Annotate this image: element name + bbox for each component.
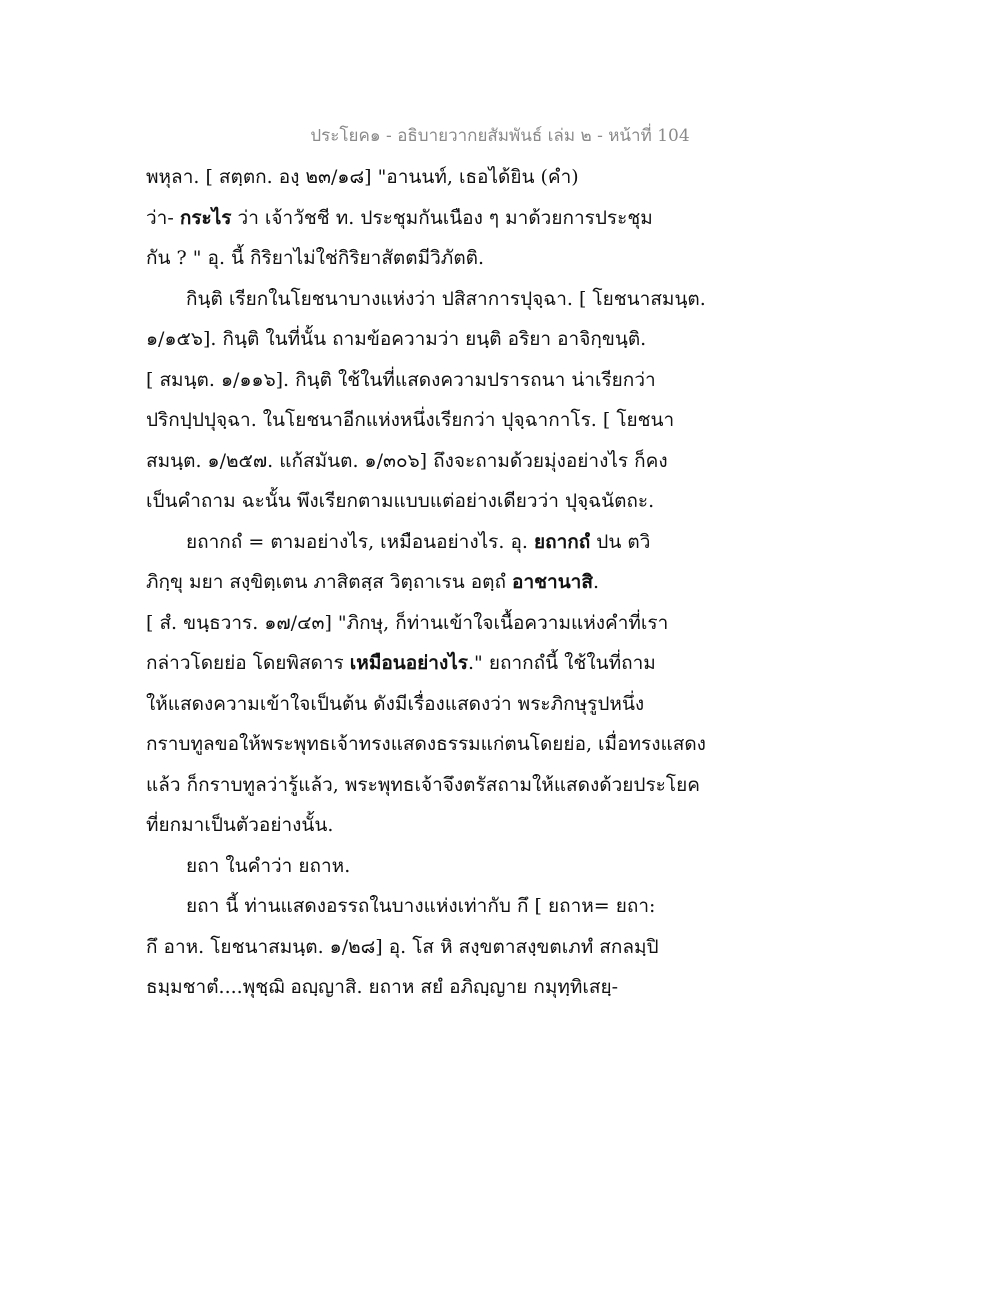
text-line <box>146 239 484 277</box>
text-segment: เป็นคำถาม ฉะนั้น พึงเรียกตามแบบแต่อย่างเดียวว่า ปุจฺฉนัตถะ. <box>146 490 655 512</box>
text-line <box>146 644 656 682</box>
text-segment: แล้ว ก็กราบทูลว่ารู้แล้ว, พระพุทธเจ้าจึงตรัสถามให้แสดงด้วยประโยค <box>146 773 700 796</box>
text-segment: ยถา ในคำว่า ยถาห. <box>186 854 351 877</box>
text-segment: สมนฺต. ๑/๒๕๗. แก้สมันต. ๑/๓๐๖] ถึงจะถามด้วยมุ่งอย่างไร ก็คง <box>146 449 668 472</box>
text-segment: ธมฺมชาตํ....พุชฺฌิ อญฺญาสิ. ยถาห สยํ อภิญฺญาย กมุทฺทิเสยฺ- <box>146 976 619 998</box>
bold-term: กระไร <box>179 206 232 229</box>
text-segment: ." ยถากถํนี้ ใช้ในที่ถาม <box>468 652 656 674</box>
text-segment: กล่าวโดยย่อ โดยพิสดาร <box>146 652 350 674</box>
text-segment: กัน ? " อุ. นี้ กิริยาไม่ใช่กิริยาสัตตมีวิภัตติ. <box>146 247 485 269</box>
text-line <box>146 928 659 966</box>
page-header: ประโยค๑ - อธิบายวากยสัมพันธ์ เล่ม ๒ - หน้าที่ 104 <box>310 126 690 146</box>
text-line <box>146 482 654 520</box>
text-segment: กึ อาห. โยชนาสมนฺต. ๑/๒๘] อุ. โส หิ สงฺขตาสงฺขตเภทํ สกลมฺปิ <box>146 935 659 958</box>
text-line <box>146 442 668 480</box>
text-segment: พหุลา. [ สตฺตก. องฺ ๒๓/๑๘] "อานนท์, เธอได้ยิน (คำ) <box>146 166 579 188</box>
text-segment: กินฺติ เรียกในโยชนาบางแห่งว่า ปสิสาการปุจฺฉา. [ โยชนาสมนฺต. <box>186 287 706 310</box>
text-line <box>146 968 618 1006</box>
text-segment: ให้แสดงความเข้าใจเป็นต้น ดังมีเรื่องแสดงว่า พระภิกษุรูปหนึ่ง <box>146 692 645 715</box>
text-line <box>146 806 333 844</box>
text-segment: ภิกฺขุ มยา สงฺขิตฺเตน ภาสิตสฺส วิตฺถาเรน อตฺถํ <box>146 571 513 593</box>
text-segment: [ สมนฺต. ๑/๑๑๖]. กินฺติ ใช้ในที่แสดงความปรารถนา น่าเรียกว่า <box>146 368 656 391</box>
bold-term: ยถากถํ <box>533 530 591 553</box>
text-line <box>146 563 599 601</box>
text-segment: ที่ยกมาเป็นตัวอย่างนั้น. <box>146 814 334 836</box>
text-line <box>146 199 653 237</box>
text-line <box>146 604 668 642</box>
text-line <box>146 320 646 358</box>
text-line <box>146 401 674 439</box>
text-segment: ปริกปฺปปุจฺฉา. ในโยชนาอีกแห่งหนึ่งเรียกว่า ปุจฺฉากาโร. [ โยชนา <box>146 409 675 431</box>
text-segment: กราบทูลขอให้พระพุทธเจ้าทรงแสดงธรรมแก่ตนโดยย่อ, เมื่อทรงแสดง <box>146 733 706 755</box>
bold-term: อาชานาสิ <box>512 571 593 593</box>
text-line <box>146 685 644 723</box>
text-segment: [ สํ. ขนฺธวาร. ๑๗/๔๓] "ภิกษุ, ก็ท่านเข้าใจเนื้อความแห่งคำที่เรา <box>146 611 669 634</box>
text-line <box>186 280 706 318</box>
text-segment: ว่า เจ้าวัชชี ท. ประชุมกันเนือง ๆ มาด้วยการประชุม <box>231 206 653 229</box>
text-line <box>186 523 650 561</box>
text-segment: ๑/๑๕๖]. กินฺติ ในที่นั้น ถามข้อความว่า ยนฺติ อริยา อาจิกฺขนฺติ. <box>146 328 647 350</box>
text-line <box>186 887 655 925</box>
text-segment: . <box>592 571 599 593</box>
text-line <box>146 725 706 763</box>
text-segment: ว่า- <box>146 206 180 229</box>
text-line <box>146 766 700 804</box>
text-line <box>146 158 579 196</box>
text-segment: ยถากถํ = ตามอย่างไร, เหมือนอย่างไร. อุ. <box>186 530 534 553</box>
text-segment: ปน ตวิ <box>590 530 651 553</box>
bold-term: เหมือนอย่างไร <box>349 652 468 674</box>
text-line <box>186 847 350 885</box>
text-segment: ยถา นี้ ท่านแสดงอรรถในบางแห่งเท่ากับ กึ [ ยถาห= ยถา: <box>186 895 656 917</box>
text-line <box>146 361 656 399</box>
